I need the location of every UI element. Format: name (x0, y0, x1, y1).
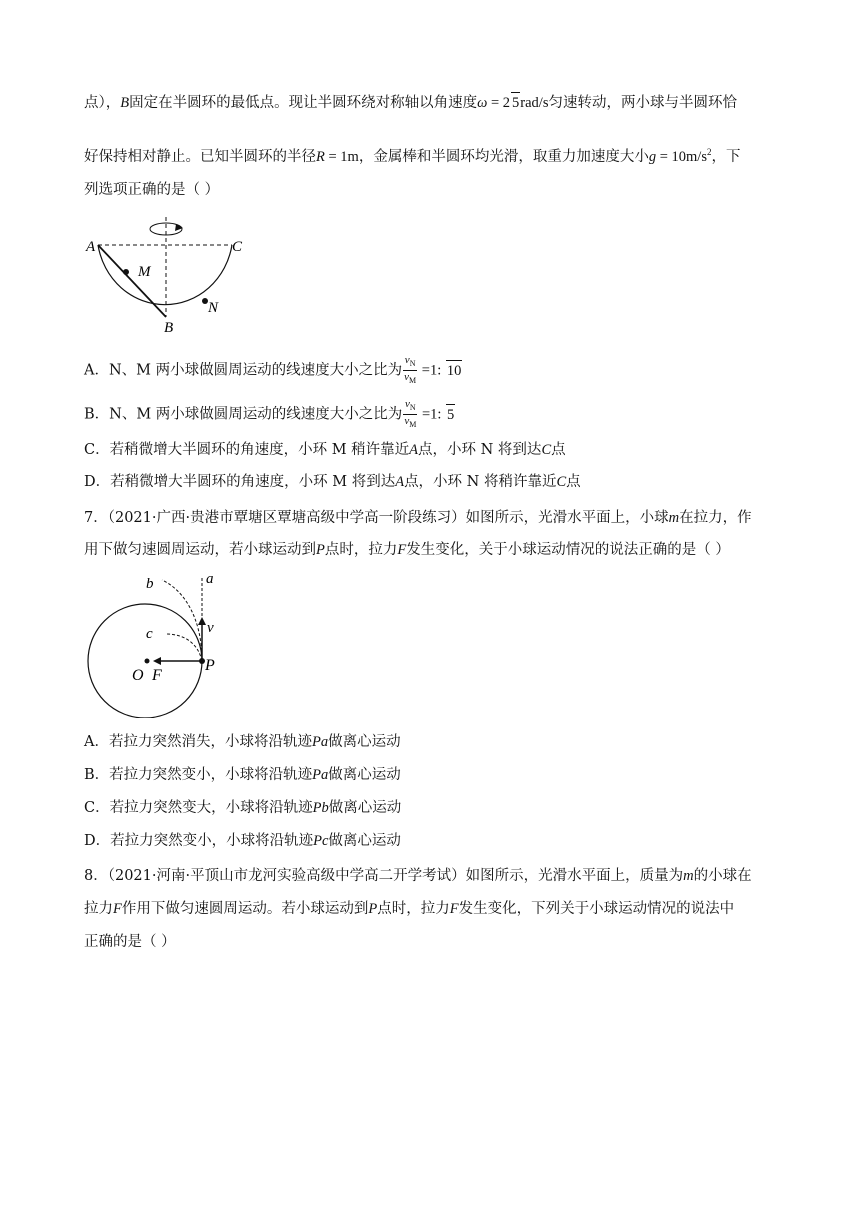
radius-value: = 1m (324, 148, 359, 165)
q6-option-a (84, 354, 462, 387)
question-text: 7．（2021·广西·贵港市覃塘区覃塘高级中学高一阶段练习）如图所示，光滑水平面上，小球 (84, 510, 669, 526)
text: 点）， (84, 95, 121, 111)
path-label: Pa (311, 734, 329, 750)
var-p: P (316, 542, 325, 558)
metal-rod (98, 245, 166, 317)
question-text: 的小球在 (693, 868, 752, 884)
question-text: 在拉力，作 (679, 510, 752, 526)
sqrt-radicand: 10 (446, 360, 463, 381)
path-label: Pa (312, 767, 329, 783)
subscript: M (409, 376, 417, 386)
label-c: C (232, 239, 243, 255)
option-text: A．N、M 两小球做圆周运动的线速度大小之比为 (84, 362, 403, 379)
text: 匀速转动，两小球与半圆环恰 (548, 95, 737, 111)
subscript: M (409, 420, 417, 430)
label-n: N (208, 300, 219, 316)
q8-line-2 (84, 899, 734, 919)
ratio: =1: (418, 362, 445, 379)
q6-line-3: 列选项正确的是（ ） (84, 182, 220, 198)
fraction (403, 398, 417, 431)
arrow-head-icon (153, 657, 161, 665)
q7-line-1 (84, 508, 752, 528)
q6-option-d (84, 472, 581, 492)
question-text: 8．（2021·河南·平顶山市龙河实验高级中学高二开学考试）如图所示，光滑水平面上，质量为 (84, 868, 684, 884)
q6-line-2 (84, 142, 740, 167)
subscript: N (409, 359, 416, 369)
question-text: 作用下做匀速圆周运动。若小球运动到 (121, 901, 369, 917)
path-label: Pb (312, 800, 329, 816)
q8-line-3: 正确的是（ ） (84, 934, 176, 950)
label-a: a (206, 571, 214, 587)
semicircle-arc (98, 245, 232, 305)
path-label: Pc (313, 833, 329, 849)
arrow-head-icon (198, 617, 206, 625)
sqrt-radicand: 5 (446, 404, 455, 425)
option-text: C．若拉力突然变大，小球将沿轨迹 (84, 800, 313, 816)
ball-m (123, 269, 129, 275)
var-r: R (316, 148, 325, 165)
question-text: 拉力 (84, 901, 113, 917)
option-text: A．若拉力突然消失，小球将沿轨迹 (84, 734, 312, 750)
center-o (145, 659, 150, 664)
text: ，金属棒和半圆环均光滑，取重力加速度大小 (358, 148, 649, 165)
option-text: 做离心运动 (328, 800, 402, 816)
denominator: v (404, 415, 410, 428)
question-text: 点时，拉力 (377, 901, 450, 917)
omega-value: = 2 (487, 95, 511, 111)
q7-option-d (84, 831, 401, 851)
option-text: D．若稍微增大半圆环的角速度，小环 M 将到达 (84, 474, 396, 490)
var-f: F (397, 542, 407, 558)
q7-option-b (84, 765, 401, 785)
option-text: 点，小环 N 将到达 (418, 442, 542, 458)
text: ，下 (711, 148, 741, 165)
var-b: B (120, 95, 130, 111)
label-o: O (132, 667, 144, 684)
q7-option-c (84, 798, 401, 818)
trajectory-b (162, 580, 202, 661)
label-f: F (152, 667, 162, 684)
numerator: v (404, 354, 410, 366)
label-c: c (146, 626, 153, 642)
numerator: v (404, 398, 410, 410)
sqrt-radicand: 5 (511, 92, 520, 113)
gravity-value: = 10m/s (656, 148, 707, 165)
option-text: C．若稍微增大半圆环的角速度，小环 M 稍许靠近 (84, 442, 410, 458)
question-text: 发生变化，下列关于小球运动情况的说法中 (458, 901, 735, 917)
omega-unit: rad/s (520, 95, 549, 111)
label-v: v (207, 620, 214, 636)
option-text: 做离心运动 (328, 833, 401, 849)
question-text: 用下做匀速圆周运动，若小球运动到 (84, 542, 316, 558)
var-m: m (683, 868, 694, 884)
text: 固定在半圆环的最低点。现让半圆环绕对称轴以角速度 (129, 95, 478, 111)
var-g: g (648, 148, 657, 165)
fraction (403, 354, 417, 387)
q6-option-b (84, 398, 455, 431)
question-text: 发生变化，关于小球运动情况的说法正确的是（ ） (406, 542, 730, 558)
var: C (541, 442, 552, 458)
ratio: =1: (418, 406, 446, 423)
var: A (395, 474, 405, 490)
var: A (409, 442, 419, 458)
semicircle-figure (84, 215, 259, 335)
label-m: M (138, 264, 151, 280)
option-text: B．若拉力突然变小，小球将沿轨迹 (84, 767, 313, 783)
var: C (556, 474, 567, 490)
label-a: A (86, 239, 96, 255)
q7-line-2 (84, 540, 730, 560)
subscript: N (409, 403, 416, 413)
option-text: D．若拉力突然变小，小球将沿轨迹 (84, 833, 314, 849)
var-m: m (668, 510, 680, 526)
option-text: 点 (551, 442, 566, 458)
label-p: P (205, 657, 215, 674)
option-text: 点，小环 N 将稍许靠近 (404, 474, 557, 490)
circular-motion-figure (84, 568, 234, 718)
denominator: v (404, 371, 410, 384)
q6-option-c (84, 440, 566, 460)
q7-option-a (84, 732, 401, 752)
text: 好保持相对静止。已知半圆环的半径 (84, 148, 316, 165)
question-text: 点时，拉力 (324, 542, 398, 558)
omega-symbol: ω (477, 95, 488, 111)
var-f: F (113, 901, 122, 917)
q8-line-1 (84, 866, 752, 886)
option-text: 做离心运动 (328, 767, 401, 783)
label-b: B (164, 320, 174, 335)
var-f: F (449, 901, 459, 917)
option-text: 做离心运动 (328, 734, 401, 750)
label-b: b (146, 576, 154, 592)
var-p: P (368, 901, 378, 917)
option-text: B．N、M 两小球做圆周运动的线速度大小之比为 (84, 406, 403, 423)
q6-line-1 (84, 92, 737, 113)
exponent: 2 (706, 147, 712, 157)
option-text: 点 (566, 474, 581, 490)
